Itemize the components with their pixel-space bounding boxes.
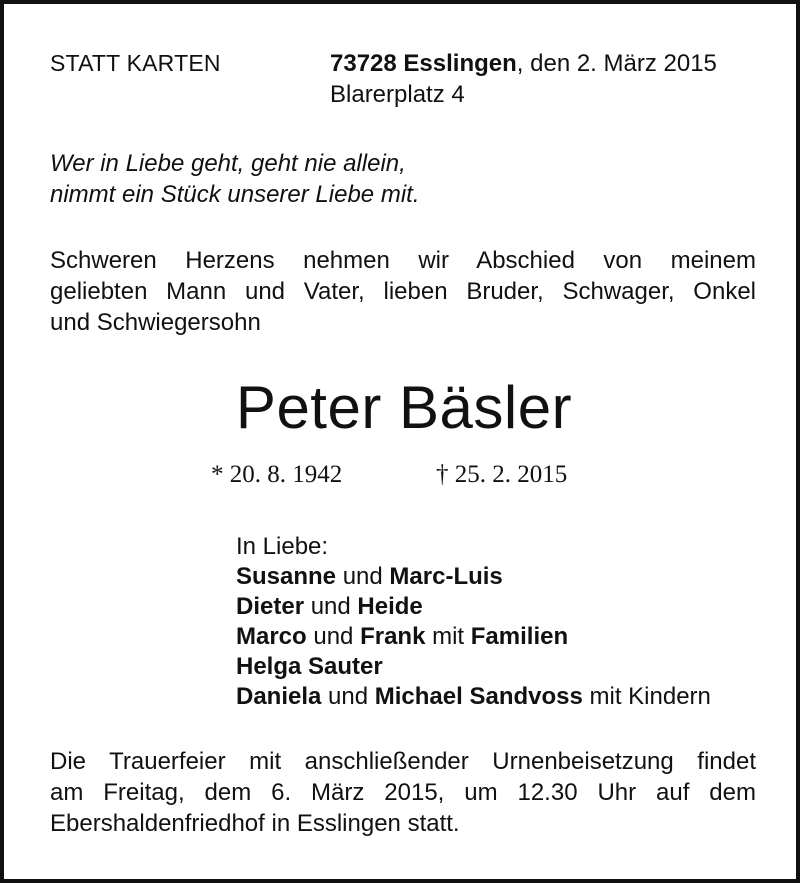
mourners-heading: In Liebe: <box>236 533 329 560</box>
mourners-list <box>236 531 711 711</box>
conjunction: und <box>306 623 361 650</box>
motto-line-1: Wer in Liebe geht, geht nie allein, <box>50 150 406 177</box>
birth-date: * 20. 8. 1942 <box>211 461 343 488</box>
city-date-line <box>330 48 717 79</box>
mourner-name: Michael Sandvoss <box>374 683 583 710</box>
mourner-name: Familien <box>470 623 569 650</box>
conjunction: mit <box>425 623 471 650</box>
mourner-name: Heide <box>357 593 423 620</box>
mourner-line <box>236 681 711 711</box>
mourner-name: Marc-Luis <box>389 563 503 590</box>
farewell-line-2: geliebten Mann und Vater, lieben Bruder, Schwager, Onkel <box>50 278 756 305</box>
funeral-service-paragraph <box>50 746 756 839</box>
mourner-line <box>236 591 711 621</box>
motto-verse <box>50 148 419 210</box>
mourner-name: Susanne <box>236 563 337 590</box>
farewell-paragraph <box>50 245 756 338</box>
statt-karten-label: STATT KARTEN <box>50 50 221 76</box>
service-line-2: am Freitag, dem 6. März 2015, um 12.30 Uhr auf dem <box>50 779 756 806</box>
mourner-name: Daniela <box>236 683 322 710</box>
mourner-suffix: mit Kindern <box>582 683 711 710</box>
mourner-name: Frank <box>360 623 426 650</box>
service-line-1: Die Trauerfeier mit anschließender Urnenbeisetzung findet <box>50 748 756 775</box>
conjunction: und <box>304 593 358 620</box>
death-date: † 25. 2. 2015 <box>436 461 568 488</box>
mourner-line <box>236 651 711 681</box>
service-line-3: Ebershaldenfriedhof in Esslingen statt. <box>50 810 460 837</box>
mourner-name: Dieter <box>236 593 305 620</box>
farewell-line-3: und Schwiegersohn <box>50 309 261 336</box>
address-block <box>330 48 717 110</box>
mourner-name: Marco <box>236 623 307 650</box>
mourner-line <box>236 621 711 651</box>
motto-line-2: nimmt ein Stück unserer Liebe mit. <box>50 181 420 208</box>
farewell-line-1: Schweren Herzens nehmen wir Abschied von meinem <box>50 247 756 274</box>
street-address: Blarerplatz 4 <box>330 81 465 108</box>
deceased-name: Peter Bäsler <box>235 374 573 441</box>
notice-date: , den 2. März 2015 <box>516 50 717 77</box>
postal-city: 73728 Esslingen <box>330 50 517 77</box>
mourner-name: Helga Sauter <box>236 653 383 680</box>
mourner-line <box>236 561 711 591</box>
conjunction: und <box>321 683 375 710</box>
conjunction: und <box>336 563 390 590</box>
